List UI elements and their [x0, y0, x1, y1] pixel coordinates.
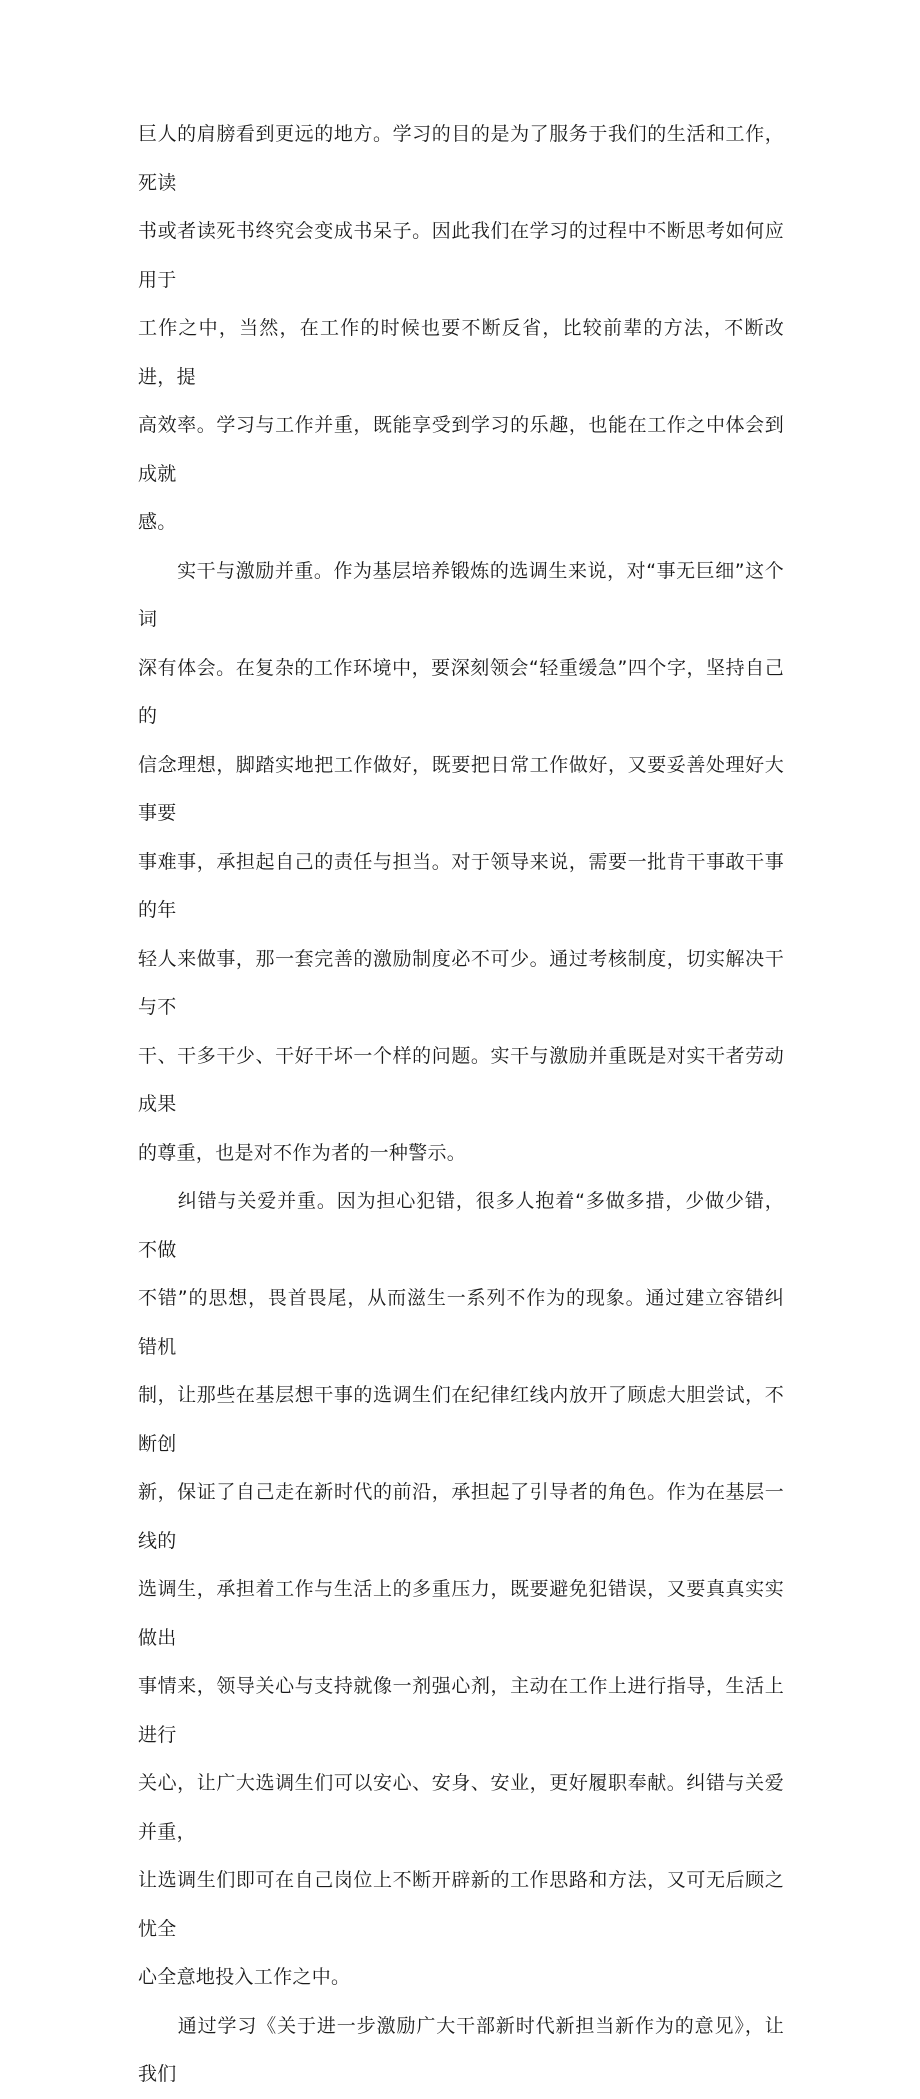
paragraph-work-and-incentive: 实干与激励并重。作为基层培养锻炼的选调生来说，对“事无巨细”这个词 深有体会。在复杂的工作环境中，要深刻领会“轻重缓急”四个字，坚持自己的 信念理想，脚踏实地把工作做好，既要把日常工作做好，又要妥善处理好大事要 事难事，承担起自己的责任与担当。对于领导来说，需要一批肯干事敢干事的年 轻人来做事，那一套完善的激励制度必不可少。通过考核制度，切实解决干与不 干、干多干少、干好干坏一个样的问题。实干与激励并重既是对实干者劳动成果 的尊重，也是对不作为者的一种警示。 [138, 559, 784, 1164]
paragraph-conclusion-start: 通过学习《关于进一步激励广大干部新时代新担当新作为的意见》，让我们 [138, 2014, 784, 2085]
paragraph-continuation: 巨人的肩膀看到更远的地方。学习的目的是为了服务于我们的生活和工作，死读 书或者读死书终究会变成书呆子。因此我们在学习的过程中不断思考如何应用于 工作之中，当然，在工作的时候也要不断反省，比较前辈的方法，不断改进，提 高效率。学习与工作并重，既能享受到学习的乐趣，也能在工作之中体会到成就 感。 [138, 123, 784, 533]
document-page [138, 110, 784, 2099]
paragraph-correction-and-care: 纠错与关爱并重。因为担心犯错，很多人抱着“多做多措，少做少错，不做 不错”的思想，畏首畏尾，从而滋生一系列不作为的现象。通过建立容错纠错机 制，让那些在基层想干事的选调生们在纪律红线内放开了顾虑大胆尝试，不断创 新，保证了自己走在新时代的前沿，承担起了引导者的角色。作为在基层一线的 选调生，承担着工作与生活上的多重压力，既要避免犯错误，又要真真实实做出 事情来，领导关心与支持就像一剂强心剂，主动在工作上进行指导，生活上进行 关心，让广大选调生们可以安心、安身、安业，更好履职奉献。纠错与关爱并重， 让选调生们即可在自己岗位上不断开辟新的工作思路和方法，又可无后顾之忧全 心全意地投入工作之中。 [138, 1190, 784, 1988]
